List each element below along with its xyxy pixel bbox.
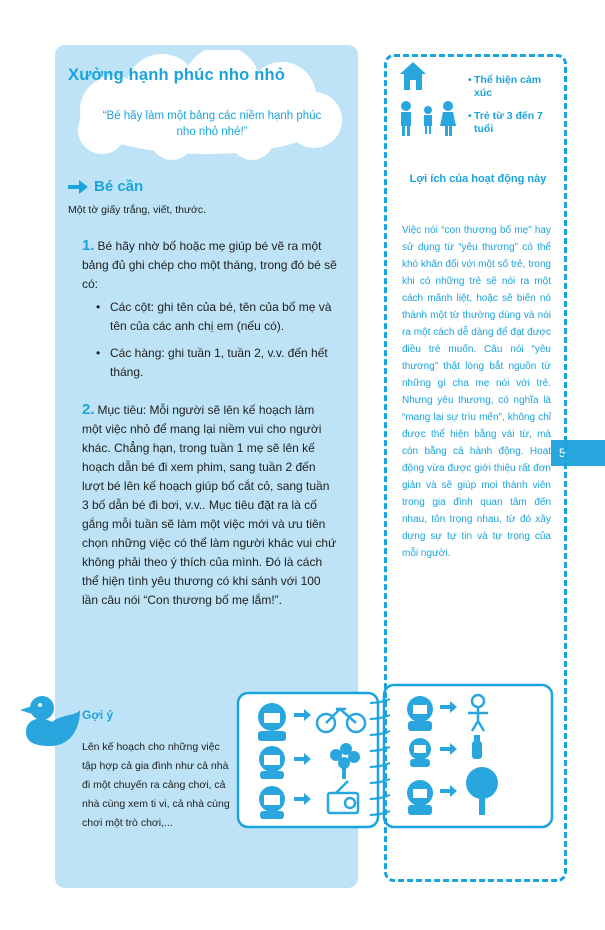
- page-number-tab: 5: [551, 440, 605, 466]
- benefit-body: Việc nói “con thương bố mẹ” hay sử dụng từ “yêu thương” có thể khó khăn đối với một số trẻ, trong khi có những trẻ sẽ nói ra một cách mãnh liệt, hoặc sẽ biến nó thành một từ thường dùng và nói ra một cách dễ dàng để đạt được điều trẻ muốn. Câu nói “yêu thương” thật lòng bắt nguồn từ những gì cha mẹ nói với trẻ. Nhưng yêu thương, có nghĩa là “mang lại sự trìu mến”, không chỉ được thể hiện bằng vài từ, mà còn bằng cả hành động. Hoạt động vừa được giới thiệu rất đơn giản và sẽ giúp mọi thành viên trong gia đình quan tâm đến nhau, tôn trọng nhau, từ đó xây dựng sự tự tin và tự trọng của mỗi người.: [402, 225, 551, 559]
- needs-text: Một tờ giấy trắng, viết, thước.: [68, 204, 207, 216]
- house-icon: [400, 62, 426, 90]
- family-icon: [398, 100, 458, 136]
- sidebar-bullet-age: • Trẻ từ 3 đến 7 tuổi: [468, 110, 543, 135]
- step-1-number: 1.: [82, 237, 95, 254]
- benefit-title: Lợi ích của hoạt động này: [409, 173, 547, 185]
- column-row-list: [96, 298, 338, 390]
- hint-heading: Gợi ý: [82, 708, 114, 722]
- sidebar-bullet-emotion: • Thể hiện cảm xúc: [468, 74, 542, 99]
- step-1-text: Bé hãy nhờ bố hoặc mẹ giúp bé vẽ ra một bảng đủ ghi chép cho một tháng, trong đó bé sẽ có:: [82, 239, 337, 291]
- sidebar-bullet-text: Trẻ từ 3 đến 7 tuổi: [474, 110, 543, 135]
- step-2: [82, 400, 337, 610]
- step-1: [82, 236, 337, 294]
- arrow-right-icon: [68, 180, 88, 194]
- list-item: • Các cột: ghi tên của bé, tên của bố mẹ và tên của các anh chị em (nếu có).: [96, 298, 338, 336]
- step-2-text: Mục tiêu: Mỗi người sẽ lên kế hoạch làm một việc nhỏ để mang lại niềm vui cho người khác. Chẳng hạn, trong tuần 1 mẹ sẽ lên kế hoạch dẫn bé đi xem phim, sang tuần 2 đến lượt bé lên kế hoạch giúp bố cắt cỏ, sang tuần 3 bố dẫn bé đi bơi, v.v.. Mục tiêu đặt ra là cố gắng mỗi tuần sẽ làm một việc mới và ưu tiên chọn những việc có thể làm người khác vui chứ không phải theo ý thích của mình. Đó là cách thể hiện tình yêu thương có khi sánh với 100 lần câu nói “Con thương bố mẹ lắm!”.: [82, 403, 337, 607]
- intro-quote: “Bé hãy làm một bảng các niềm hạnh phúc nho nhỏ nhé!”: [102, 110, 322, 138]
- needs-heading: [68, 178, 143, 195]
- hint-text: Lên kế hoạch cho những việc tập hợp cả gia đình như cả nhà đi một chuyến ra cảng chơi, cả nhà cùng xem ti vi, cả nhà cùng chơi một trò chơi,...: [82, 741, 230, 829]
- page-title: Xưởng hạnh phúc nho nhỏ: [68, 66, 286, 84]
- duck-icon: [18, 692, 82, 748]
- needs-heading-label: Bé cần: [94, 178, 144, 195]
- list-item: • Các hàng: ghi tuần 1, tuần 2, v.v. đến hết tháng.: [96, 344, 338, 382]
- sidebar-bullet-text: Thể hiện cảm xúc: [474, 74, 542, 99]
- step-2-number: 2.: [82, 401, 95, 418]
